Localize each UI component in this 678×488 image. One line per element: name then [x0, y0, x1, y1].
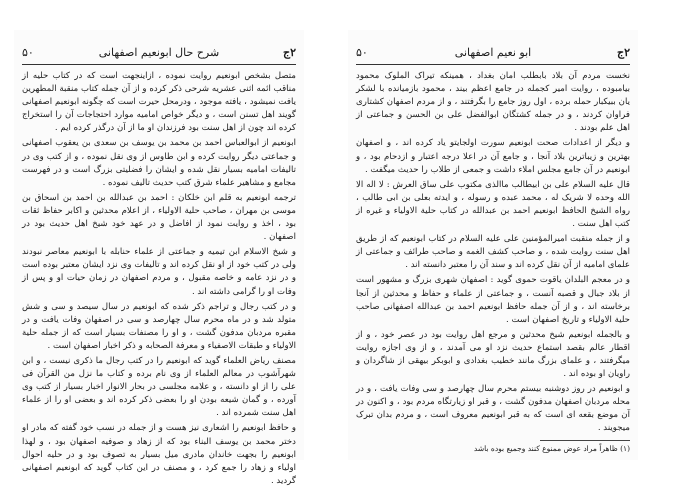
paragraph: قال علیه السلام علی بن ابیطالب ماالذی مکتوب علی ساق العرش : لا اله الا الله وحده لا شریک له ، محمد عبده و رسوله ، و ایدته بعلی بن ابی طالب ، رواه الشیخ الحافظ ابونعیم احمد بن عبدالله در کتاب حلیة الاولیاء و غیره از کتب اهل سنت .	[356, 179, 630, 230]
paragraph: و در معجم البلدان یاقوت حموی گوید : اصفهان شهری بزرگ و مشهور است از بلاد جبال و قصبه آنست ، و جماعتی از علماء و حفاظ و محدثین از آنجا برخاسته اند ، و از آن جمله حافظ ابونعیم احمد بن عبدالله اصفهانی صاحب حلیة الاولیاء و تاریخ اصفهان است .	[356, 275, 630, 325]
right-page-number: ۵۰	[356, 46, 368, 59]
paragraph: ترجمه ابونعیم به قلم ابن خلکان : احمد بن عبدالله بن احمد بن اسحاق بن موسی بن مهران ، صاحب حلیة الاولیاء ، از اعلام محدثین و اکابر حفاظ ثقات بود ، اخذ و روایت نمود از افاضل و در عهد خود شیخ اهل حدیث بود در اصفهان .	[22, 192, 296, 243]
right-page	[348, 30, 638, 460]
paragraph: و در کتب رجال و تراجم ذکر شده که ابونعیم در سال سیصد و سی و شش متولد شد و در ماه محرم سال چهارصد و سی در اصفهان وفات یافت و در مقبره مردبان مدفون گشت ، و او را مصنفات بسیار است که از جمله حلیة الاولیاء و طبقات الاصفیاء و معرفة الصحابه و ذکر اخبار اصفهان است .	[22, 301, 296, 351]
left-page-number: ۵۰	[22, 46, 34, 59]
right-header-title: ابو نعیم اصفهانی	[454, 46, 532, 59]
right-header-right: ۲ج	[616, 46, 630, 59]
paragraph: و دیگر از اعدادات صحت ابونعیم سورت اولجایتو یاد کرده اند ، و اصفهان بهترین و زیباترین بلاد آنجا ، و جامع آن در اعلا درجه اعتبار و ازدحام بود ، و ابونعیم در آن جامع مجلس املاء داشت و جمعی از طلاب را حدیث میگفت .	[356, 138, 630, 175]
paragraph: متصل بشخص ابونعیم روایت نموده ، ازاینجهت است که در کتاب حلیه از مناقب ائمه اثنی عشریه شرحی ذکر کرده و از آن جمله کتاب منقبة المطهرین یافت نمیشود ، یافته موجود ، ودرمحل حیرت است که چگونه ابونعیم اصفهانی گویند اهل تسنن است ، و دیگر خواص امامیه موارد احتجاجات آن را استخراج کرده اند چون از اهل سنت بود فرزندان او ما از آن درگذر کرده ایم .	[22, 71, 296, 134]
left-header-right: ۲ج	[282, 46, 296, 59]
left-page	[14, 30, 304, 486]
left-header-title: شرح حال ابونعیم اصفهانی	[98, 46, 220, 59]
paragraph: ابونعیم از ابوالعباس احمد بن محمد بن یوسف بن سعدی بن یعقوب اصفهانی و جماعتی دیگر روایت کرده و ابن طاوس از وی نقل نموده ، و از کتب وی در تالیفات امامیه بسیار نقل شده و ایشان را فضلیتی بزرگ است و در فهرست مجامع و مشاهیر علماء شرق کتب حدیث تالیف نموده .	[22, 138, 296, 188]
right-page-header	[356, 44, 630, 65]
right-page-body	[356, 70, 630, 452]
paragraph: و حافظ ابونعیم را اشعاری نیز هست و از جمله در نسب خود گفته که مادر او دختر محمد بن یوسف البناء بود که از زهاد و صوفیه اصفهان بود ، و لهذا ابونعیم را بجهت خاندان مادری میل بسیار به تصوف بود و در حلیه احوال اولیاء و زهاد را جمع کرد ، و مصنف در این کتاب گوید که ابونعیم اصفهانی گردید .	[22, 423, 296, 486]
left-page-header	[22, 44, 296, 65]
paragraph: و از جمله منقبت امیرالمؤمنین علی علیه السلام در کتاب ابونعیم که از طریق اهل سنت روایت شده ، و صاحب کشف الغمه و صاحب طرائف و جماعتی از علمای امامیه از آن نقل کرده اند و سند آن را معتبر دانسته اند .	[356, 234, 630, 271]
paragraph: و بالجمله ابونعیم شیخ محدثین و مرجع اهل روایت بود در عصر خود ، و از اقطار عالم بقصد استماع حدیث نزد او می آمدند ، و از وی اجازه روایت میگرفتند ، و علمای بزرگ مانند خطیب بغدادی و ابوبکر بیهقی از شاگردان و راویان او بوده اند .	[356, 329, 630, 380]
paragraph: نخست مردم آن بلاد بابطلب امان بغداد ، همینکه تیراک الملوک محمود بیامبوده ، روایت امیر کجمله در جامع اعظم بیند ، محمود بازمیانده با لشکر یان ببیکبار حمله برده ، اول روز جامع را بگرفتند ، و از مردم اصفهان کشتاری فراوان کردند ، و در جمله کشتگان ابوالفضل علی بن الحسن و جماعتی از اهل علم بودند .	[356, 71, 630, 134]
paragraph: مصنف ریاض العلماء گوید که ابونعیم را در کتب رجال ما ذکری نیست ، و ابن شهرآشوب در معالم العلماء از وی نام برده و کتاب ما نزل من القرآن فی علی را از او دانسته ، و علامه مجلسی در بحار الانوار اخبار بسیار از کتب وی آورده ، و گمان شیعه بودن او را بعضی ذکر کرده اند و بعضی او را از علماء اهل سنت شمرده اند .	[22, 355, 296, 419]
footnote: (۱) ظاهراً مراد عوض ممنوع کنند وجمیع بوده باشد	[473, 443, 630, 453]
paragraph: و ابونعیم در روز دوشنبه بیستم محرم سال چهارصد و سی وفات یافت ، و در محله مردبان اصفهان مدفون گشت ، و قبر او زیارتگاه مردم بود ، و اکنون در آن موضع بقعه ای است که به قبر ابونعیم معروف است ، و مردم بدان تبرک میجویند .	[356, 384, 630, 434]
page-gutter	[316, 30, 338, 460]
paragraph: و شیخ الاسلام ابن تیمیه و جماعتی از علماء حنابله با ابونعیم معاصر نبودند ولی در کتب خود از او نقل کرده اند و تالیفات وی نزد ایشان معتبر بوده است و در نزد عامه و خاصه مقبول ، و مردم اصفهان در زمان حیات او و پس از وفات او را گرامی داشته اند .	[22, 247, 296, 297]
footnote-divider	[540, 440, 630, 441]
left-page-body	[22, 70, 296, 486]
